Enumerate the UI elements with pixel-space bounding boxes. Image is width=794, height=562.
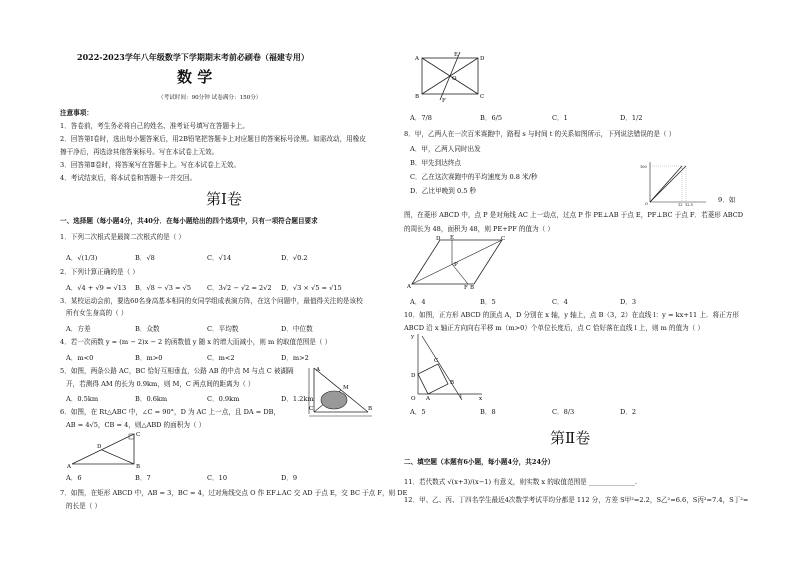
notes-heading: 注意事项： (60, 109, 93, 117)
question-3-cont: 所有女生身高的（ ） (66, 309, 128, 317)
section-one-heading: 一、选择题（每小题4分，共40分．在每小题给出的四个选项中，只有一项符合题目要求 (60, 217, 318, 225)
question-9-num: 9．如 (718, 196, 736, 204)
q2-option-b: B．√8 − √3 = √5 (135, 284, 192, 292)
q10-label-o: O (411, 396, 416, 402)
q6-option-b: B．7 (135, 474, 151, 482)
question-7-cont: 的长是（ ） (66, 502, 102, 510)
q6-option-d: D．9 (281, 474, 298, 482)
q10-label-d: D (411, 373, 416, 379)
q3-option-d: D．中位数 (281, 325, 313, 333)
q4-option-c: C．m<2 (207, 354, 235, 362)
q10-label-y: y (411, 334, 415, 340)
q7-label-c: C (480, 94, 485, 100)
q2-option-d: D．√3 × √5 = √15 (281, 284, 342, 292)
q7-option-c: C．1 (552, 114, 568, 122)
q6-label-a: A (67, 464, 71, 470)
q9-option-c: C．4 (552, 298, 568, 306)
q9-label-c: C (501, 236, 506, 242)
q8-tick-12-5: 12.5 (685, 203, 693, 206)
q10-option-d: D．2 (620, 408, 637, 416)
question-10-cont: ABCD 沿 x 轴正方向向右平移 m（m>0）个单位长度后，点 C 恰好落在直线 l 上，则 m 的值为（ ） (404, 324, 705, 332)
q7-option-a: A．7/8 (410, 114, 432, 122)
q8-option-b: B．甲先到达终点 (410, 159, 462, 167)
q6-figure (66, 430, 146, 470)
question-5-cont: 开，若测得 AM 的长为 0.9km，则 M，C 两点间的距离为（ ） (66, 380, 255, 388)
q3-option-c: C．平均数 (207, 325, 239, 333)
q10-label-b: B (450, 380, 455, 386)
q10-label-x: x (479, 396, 483, 402)
q9-figure (406, 234, 506, 290)
q9-label-a: A (407, 284, 411, 290)
q9-label-b: B (470, 285, 475, 290)
question-2: 2．下列计算正确的是（ ） (60, 268, 139, 276)
q6-label-c: C (136, 432, 141, 438)
q9-option-a: A．4 (410, 298, 426, 306)
q1-option-a: A．√(1/3) (66, 254, 98, 262)
q10-option-c: C．8/3 (552, 408, 575, 416)
q10-label-c: C (434, 358, 439, 364)
q8-option-c: C．乙在这次赛跑中的平均速度为 0.8 米/秒 (410, 173, 538, 181)
q8-tick-100: 100 (640, 165, 647, 169)
q10-figure (404, 332, 486, 402)
section-two-heading: 二、填空题（本题有6小题，每小题4分，共24分） (404, 458, 555, 466)
q2-option-a: A．√4 + √9 = √13 (66, 284, 127, 292)
q7-label-f: F (442, 98, 446, 102)
q9-option-d: D．3 (620, 298, 637, 306)
q5-option-d: D．1.2km (281, 395, 314, 403)
q1-option-d: D．√0.2 (281, 254, 308, 262)
q9-label-d: D (436, 236, 441, 242)
q7-label-d: D (480, 56, 485, 62)
q10-option-b: B．8 (480, 408, 496, 416)
question-5: 5．如图，两条公路 AC，BC 恰好互相垂直，公路 AB 的中点 M 与点 C 被湖隔 (60, 367, 294, 375)
q5-label-m: M (343, 385, 349, 391)
q8-option-a: A．甲，乙两人同时出发 (410, 145, 481, 153)
q3-option-b: B．众数 (135, 325, 160, 333)
q5-option-c: C．0.9km (207, 395, 240, 403)
q1-option-c: C．√14 (207, 254, 232, 262)
q8-option-d: D．乙比甲晚到 0.5 秒 (410, 187, 477, 195)
question-3: 3．某校运动会前，要选60名身高基本相同的女同学组成表演方阵，在这个问题中，最值得关注的是该校 (60, 297, 363, 305)
paper-title: 2022-2023学年八年级数学下学期期末考前必刷卷（福建专用） (77, 52, 309, 62)
q5-option-a: A．0.5km (66, 395, 99, 403)
q7-option-b: B．6/5 (480, 114, 503, 122)
q4-option-a: A．m<0 (66, 354, 94, 362)
q4-option-b: B．m>0 (135, 354, 163, 362)
q4-option-d: D．m>2 (281, 354, 309, 362)
q10-label-l: l (460, 394, 462, 400)
q3-option-a: A．方差 (66, 325, 91, 333)
question-6-cont: AB = 4√5，CB = 4，则△ABD 的面积为（ ） (66, 421, 206, 429)
q8-tick-o: O (645, 202, 648, 206)
note-1: 1．答卷前，考生务必将自己的姓名、准考证号填写在答题卡上。 (60, 122, 249, 130)
question-9: 图，在菱形 ABCD 中，点 P 是对角线 AC 上一动点，过点 P 作 PE⊥AB 于点 E，PF⊥BC 于点 F．若菱形 ABCD (404, 211, 744, 219)
q6-label-b: B (136, 464, 141, 470)
q6-option-a: A．6 (66, 474, 82, 482)
question-8: 8．甲，乙两人在一次百米赛跑中，路程 s 与时间 t 的关系如图所示，下列说法错误的是（ ） (404, 130, 676, 138)
note-3: 3．回答第Ⅱ卷时，将答案写在答题卡上。写在本试卷上无效。 (60, 161, 241, 169)
q7-label-a: A (415, 56, 419, 62)
question-12: 12．甲、乙、丙、丁四名学生最近4次数学考试平均分都是 112 分，方差 S甲²=2.2，S乙²=6.6，S丙²=7.4，S丁²= (404, 496, 749, 504)
question-9-cont: 的周长为 48，面积为 48，则 PE+PF 的值为（ ） (404, 225, 554, 233)
q7-option-d: D．1/2 (620, 114, 643, 122)
q6-label-d: D (97, 444, 102, 450)
q6-option-c: C．10 (207, 474, 228, 482)
q7-figure (414, 50, 486, 102)
q1-option-b: B．√8 (135, 254, 155, 262)
part-two-heading: 第Ⅱ卷 (550, 429, 591, 447)
q7-label-b: B (415, 94, 420, 100)
question-4: 4．若一次函数 y = (m − 2)x − 2 的函数值 y 随 x 的增大而减小，则 m 的取值范围是（ ） (60, 338, 332, 346)
q10-option-a: A．5 (410, 408, 426, 416)
question-6: 6．如图，在 Rt△ABC 中，∠C = 90°，D 为 AC 上一点，且 DA = DB， (60, 408, 281, 416)
q7-label-o: O (452, 76, 457, 82)
question-10: 10．如图，正方形 ABCD 的顶点 A，D 分别在 x 轴，y 轴上，点 B（3，2）在直线 l：y = kx+11 上．将正方形 (404, 311, 739, 319)
question-7: 7．如图，在矩形 ABCD 中，AB = 3，BC = 4，过对角线交点 O 作 EF⊥AC 交 AD 于点 E，交 BC 于点 F，则 DE (60, 489, 408, 497)
note-4: 4．考试结束后，将本试卷和答题卡一并交回。 (60, 174, 197, 182)
q5-label-a: A (316, 367, 320, 373)
q2-option-c: C．3√2 − √2 = 2√2 (207, 284, 272, 292)
question-11: 11．若代数式 √(x+3)/(x−1) 有意义，则实数 x 的取值范围是 ______________. (404, 478, 638, 486)
q5-label-b: B (368, 406, 373, 412)
q9-label-p: P (454, 262, 458, 268)
part-one-heading: 第Ⅰ卷 (206, 190, 242, 208)
q5-figure (306, 364, 376, 418)
q9-option-b: B．5 (480, 298, 496, 306)
note-2b: 擦干净后，再选涂其他答案标号。写在本试卷上无效。 (60, 148, 219, 156)
note-2: 2．回答第Ⅰ卷时，选出每小题答案后，用2B铅笔把答题卡上对应题目的答案标号涂黑。如需改动，用橡皮 (60, 135, 366, 143)
q5-option-b: B．0.6km (135, 395, 168, 403)
question-1: 1．下列二次根式是最简二次根式的是（ ） (60, 233, 185, 241)
q10-label-a: A (426, 396, 430, 402)
q9-label-e: E (450, 235, 455, 241)
q5-label-c: C (309, 406, 314, 412)
q7-label-e: E (454, 52, 459, 58)
subject-title: 数 学 (177, 68, 213, 86)
exam-info: （考试时间：90分钟 试卷满分：150分） (158, 95, 262, 101)
q9-label-f: F (464, 285, 468, 290)
q8-tick-12: 12 (678, 203, 683, 206)
q8-figure (640, 160, 710, 206)
